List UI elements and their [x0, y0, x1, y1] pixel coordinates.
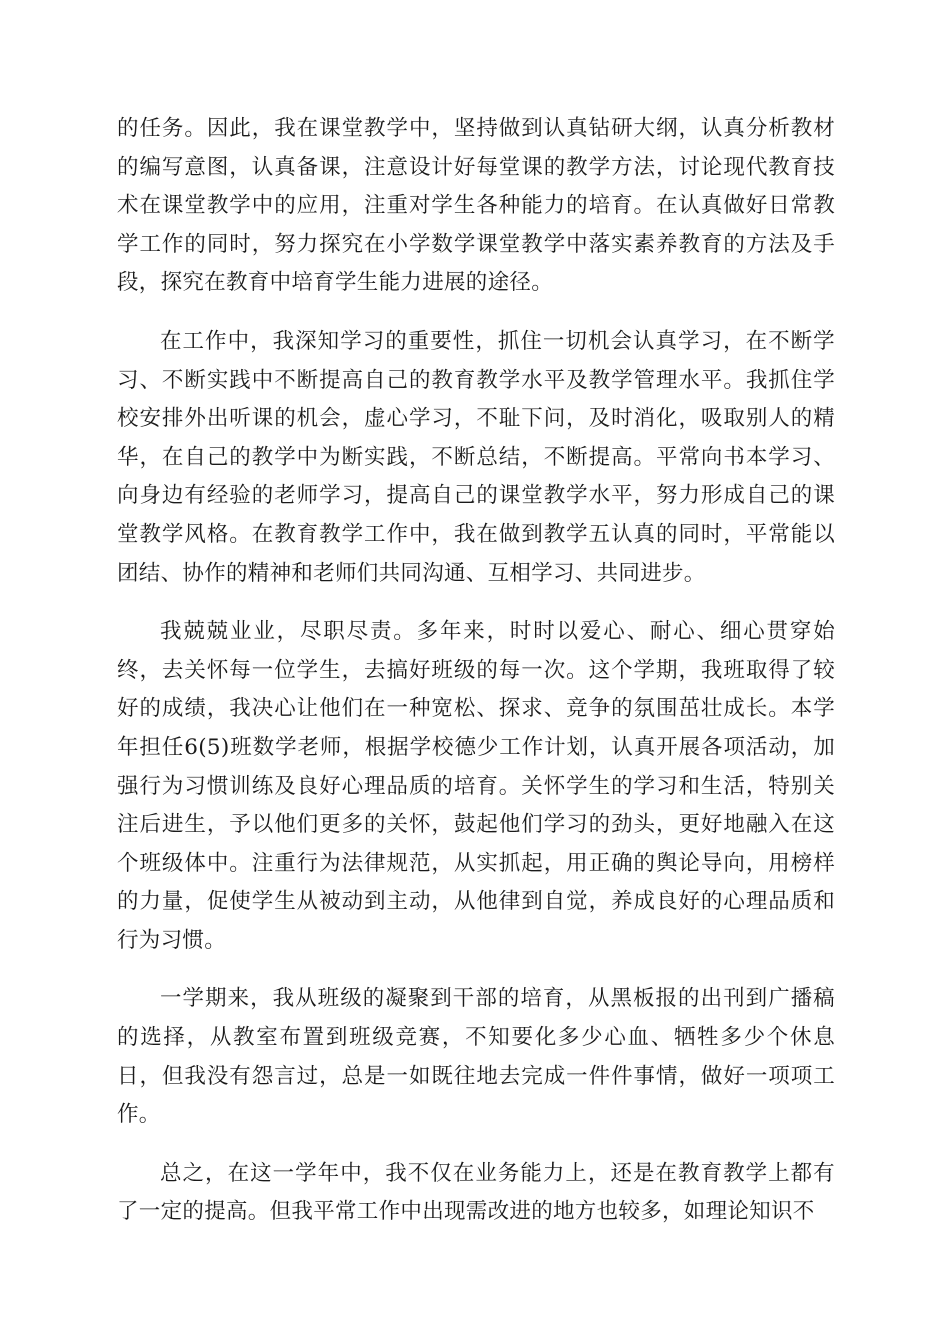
paragraph-5: 总之，在这一学年中，我不仅在业务能力上，还是在教育教学上都有了一定的提高。但我平常工作中出现需改进的地方也较多，如理论知识不 — [117, 1160, 835, 1225]
paragraph-4: 一学期来，我从班级的凝聚到干部的培育，从黑板报的出刊到广播稿的选择，从教室布置到班级竞赛，不知要化多少心血、牺牲多少个休息日，但我没有怨言过，总是一如既往地去完成一件件事情，做好一项项工作。 — [117, 986, 835, 1128]
document-body — [117, 110, 835, 1252]
paragraph-2: 在工作中，我深知学习的重要性，抓住一切机会认真学习，在不断学习、不断实践中不断提高自己的教育教学水平及教学管理水平。我抓住学校安排外出听课的机会，虚心学习，不耻下问，及时消化，吸取别人的精华，在自己的教学中为断实践，不断总结，不断提高。平常向书本学习、向身边有经验的老师学习，提高自己的课堂教学水平，努力形成自己的课堂教学风格。在教育教学工作中，我在做到教学五认真的同时，平常能以团结、协作的精神和老师们共同沟通、互相学习、共同进步。 — [117, 328, 835, 586]
paragraph-1: 的任务。因此，我在课堂教学中，坚持做到认真钻研大纲，认真分析教材的编写意图，认真备课，注意设计好每堂课的教学方法，讨论现代教育技术在课堂教学中的应用，注重对学生各种能力的培育。在认真做好日常教学工作的同时，努力探究在小学数学课堂教学中落实素养教育的方法及手段，探究在教育中培育学生能力进展的途径。 — [117, 116, 835, 296]
paragraph-3: 我兢兢业业，尽职尽责。多年来，时时以爱心、耐心、细心贯穿始终，去关怀每一位学生，去搞好班级的每一次。这个学期，我班取得了较好的成绩，我决心让他们在一种宽松、探求、竞争的氛围茁壮成长。本学年担任6(5)班数学老师，根据学校德少工作计划，认真开展各项活动，加强行为习惯训练及良好心理品质的培育。关怀学生的学习和生活，特别关注后进生，予以他们更多的关怀，鼓起他们学习的劲头，更好地融入在这个班级体中。注重行为法律规范，从实抓起，用正确的舆论导向，用榜样的力量，促使学生从被动到主动，从他律到自觉，养成良好的心理品质和行为习惯。 — [117, 619, 835, 953]
